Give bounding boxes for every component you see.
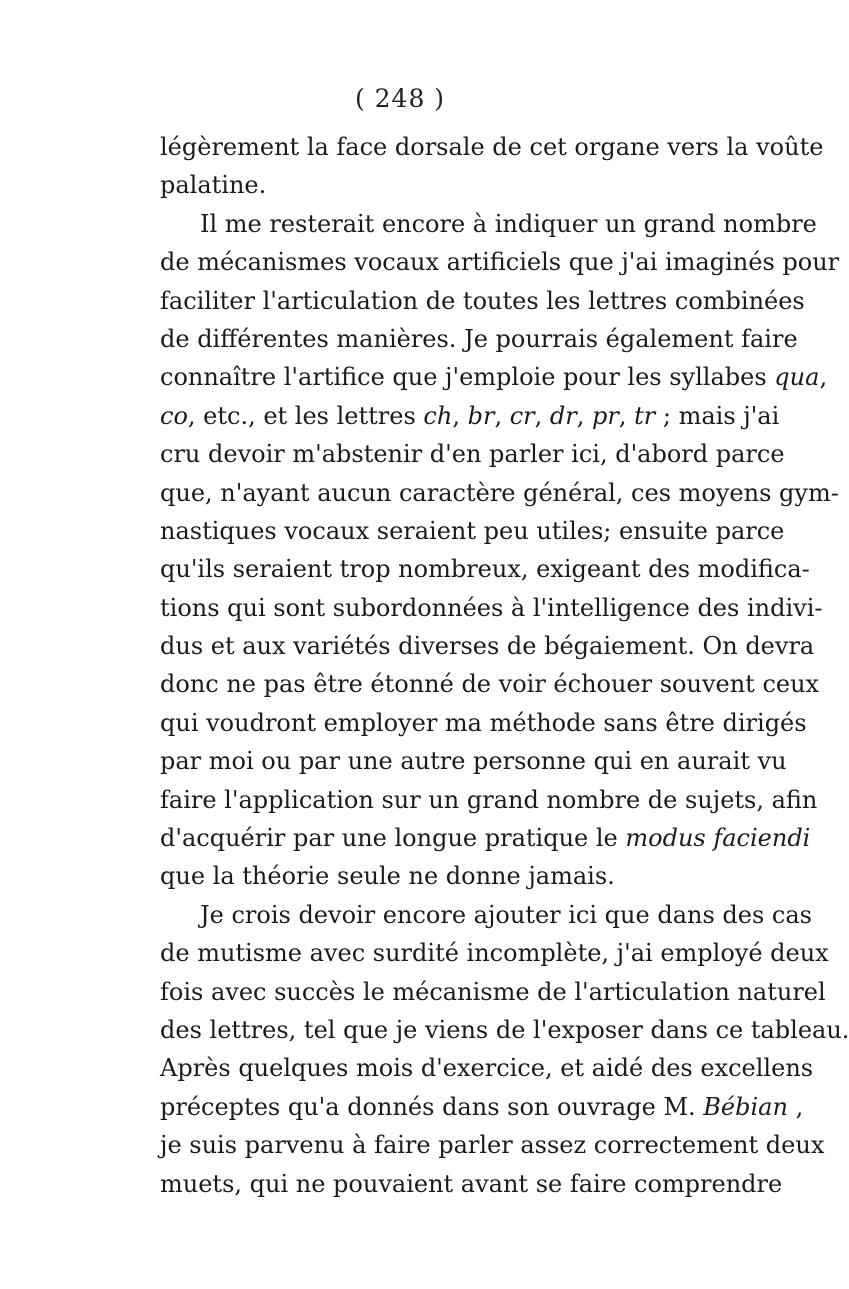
text-segment: qui voudront employer ma méthode sans être dirigés <box>160 708 807 737</box>
text-line <box>160 1049 814 1087</box>
text-segment: nastiques vocaux seraient peu utiles; ensuite parce <box>160 516 785 545</box>
text-segment: que, n'ayant aucun caractère général, ces moyens gym- <box>160 478 839 507</box>
text-line <box>160 1165 783 1203</box>
text-line <box>160 435 785 473</box>
text-segment: faciliter l'articulation de toutes les lettres combinées <box>160 286 805 315</box>
text-segment: dus et aux variétés diverses de bégaiement. On devra <box>160 632 815 661</box>
text-line <box>160 973 826 1011</box>
text-segment: , <box>534 401 550 430</box>
text-line <box>160 742 787 780</box>
text-segment: d'acquérir par une longue pratique le <box>160 824 626 853</box>
text-line <box>160 512 785 550</box>
text-segment: de mutisme avec surdité incomplète, j'ai employé deux <box>160 939 829 968</box>
text-line <box>160 665 820 703</box>
text-line <box>160 320 798 358</box>
text-line <box>160 704 807 742</box>
text-line <box>160 397 780 435</box>
text-segment: des lettres, tel que je viens de l'exposer dans ce tableau. <box>160 1015 849 1044</box>
text-segment: donc ne pas être étonné de voir échouer souvent ceux <box>160 670 820 699</box>
text-line <box>160 243 840 281</box>
text-segment: préceptes qu'a donnés dans son ouvrage M. <box>160 1092 704 1121</box>
text-segment: , <box>494 401 510 430</box>
text-line <box>160 781 818 819</box>
text-segment: , etc., et les lettres <box>187 401 424 430</box>
text-segment: qu'ils seraient trop nombreux, exigeant des modifica- <box>160 555 810 584</box>
text-line <box>160 1011 849 1049</box>
text-line <box>160 627 815 665</box>
text-line <box>160 166 690 204</box>
italic-text: cr <box>509 401 535 430</box>
italic-text: pr <box>592 401 619 430</box>
italic-text: dr <box>549 401 577 430</box>
italic-text: co <box>160 401 188 430</box>
text-line <box>160 550 810 588</box>
text-segment: de mécanismes vocaux artificiels que j'ai imaginés pour <box>160 248 840 277</box>
text-line <box>160 474 839 512</box>
text-line <box>160 934 829 972</box>
text-segment: fois avec succès le mécanisme de l'articulation naturel <box>160 977 826 1006</box>
text-line <box>160 205 817 243</box>
text-segment: muets, qui ne pouvaient avant se faire comprendre <box>160 1169 783 1198</box>
text-segment: légèrement la face dorsale de cet organe vers la voûte <box>160 133 824 161</box>
italic-text: br <box>467 401 495 430</box>
text-line <box>160 282 805 320</box>
text-segment: faire l'application sur un grand nombre de sujets, afin <box>160 785 818 814</box>
italic-text: Bébian <box>703 1092 788 1121</box>
page-number: ( 248 ) <box>354 84 446 113</box>
text-line <box>160 358 828 396</box>
text-segment: que la théorie seule ne donne jamais. <box>160 862 615 891</box>
body-text <box>160 128 849 1203</box>
text-segment: palatine. <box>160 171 267 200</box>
text-segment: , <box>452 401 468 430</box>
text-segment: , <box>618 401 635 430</box>
text-segment: je suis parvenu à faire parler assez correctement deux <box>160 1131 825 1160</box>
text-segment: par moi ou par une autre personne qui en aurait vu <box>160 747 787 776</box>
text-segment: , <box>819 363 828 392</box>
text-line <box>160 896 812 934</box>
text-segment: Il me resterait encore à indiquer un grand nombre <box>200 209 817 238</box>
text-line <box>160 819 811 857</box>
text-segment: ; mais j'ai <box>655 401 780 430</box>
text-segment: , <box>787 1092 804 1121</box>
text-segment: Après quelques mois d'exercice, et aidé des excellens <box>160 1054 814 1083</box>
text-line <box>160 857 690 895</box>
text-line <box>160 128 824 166</box>
text-segment: cru devoir m'abstenir d'en parler ici, d'abord parce <box>160 440 785 469</box>
italic-text: ch <box>423 401 453 430</box>
text-segment: connaître l'artifice que j'emploie pour les syllabes <box>160 363 775 392</box>
text-segment: tions qui sont subordonnées à l'intelligence des indivi- <box>160 593 823 622</box>
text-segment: de différentes manières. Je pourrais également faire <box>160 324 798 353</box>
italic-text: modus faciendi <box>625 824 811 853</box>
text-segment: , <box>576 401 592 430</box>
text-segment: Je crois devoir encore ajouter ici que dans des cas <box>200 900 812 929</box>
italic-text: qua <box>774 363 820 392</box>
text-line <box>160 1126 825 1164</box>
text-line <box>160 589 823 627</box>
text-line <box>160 1088 804 1126</box>
italic-text: tr <box>634 401 656 430</box>
